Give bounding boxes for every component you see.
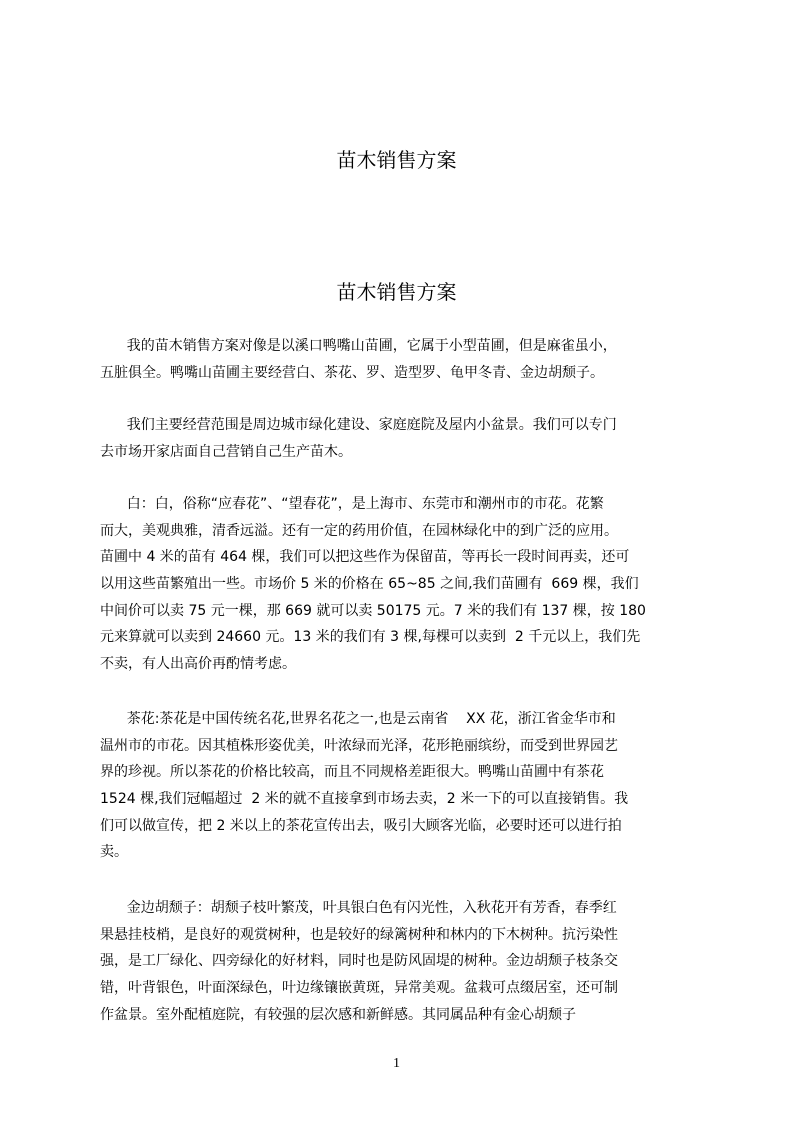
- paragraph-line: 果悬挂枝梢，是良好的观赏树种，也是较好的绿篱树种和林内的下木树种。抗污染性: [100, 926, 618, 943]
- paragraph-line: 错，叶背银色，叶面深绿色，叶边缘镶嵌黄斑，异常美观。盆栽可点缀居室，还可制: [100, 980, 618, 997]
- paragraph-line: 去市场开家店面自己营销自己生产苗木。: [100, 443, 352, 460]
- paragraph-line: 1524 棵,我们冠幅超过 2 米的就不直接拿到市场去卖，2 米一下的可以直接销售。我: [100, 791, 629, 808]
- paragraph-line: 元来算就可以卖到 24660 元。13 米的我们有 3 棵,每棵可以卖到 2 千元以上，我们先: [100, 629, 641, 646]
- page-number: 1: [393, 1056, 400, 1071]
- paragraph-line: 五脏俱全。鸭嘴山苗圃主要经营白、茶花、罗、造型罗、龟甲冬青、金边胡颓子。: [100, 364, 604, 381]
- paragraph-line: 茶花:茶花是中国传统名花,世界名花之一,也是云南省 XX 花，浙江省金华市和: [100, 711, 616, 727]
- paragraph-line: 温州市的市花。因其植株形姿优美，叶浓绿而光泽，花形艳丽缤纷，而受到世界园艺: [100, 737, 618, 754]
- paragraph-line: 白：白，俗称“应春花”、“望春花”，是上海市、东莞市和潮州市的市花。花繁: [100, 496, 604, 512]
- paragraph-elaeagnus: [100, 895, 700, 1028]
- paragraph-line: 金边胡颓子：胡颓子枝叶繁茂，叶具银白色有闪光性，入秋花开有芳香，春季红: [100, 900, 617, 916]
- paragraph-magnolia: [100, 491, 700, 678]
- paragraph-line: 卖。: [100, 844, 128, 861]
- paragraph-intro: [100, 333, 700, 386]
- paragraph-line: 界的珍视。所以茶花的价格比较高，而且不同规格差距很大。鸭嘴山苗圃中有茶花: [100, 764, 604, 781]
- document-title: 苗木销售方案: [336, 280, 457, 304]
- paragraph-line: 中间价可以卖 75 元一棵，那 669 就可以卖 50175 元。7 米的我们有 137 棵，按 180: [100, 602, 646, 619]
- paragraph-line: 以用这些苗繁殖出一些。市场价 5 米的价格在 65~85 之间,我们苗圃有 669 棵，我们: [100, 576, 639, 593]
- paragraph-line: 我们主要经营范围是周边城市绿化建设、家庭庭院及屋内小盆景。我们可以专门: [100, 417, 617, 433]
- paragraph-line: 不卖，有人出高价再酌情考虑。: [100, 656, 296, 673]
- paragraph-line: 我的苗木销售方案对像是以溪口鸭嘴山苗圃，它属于小型苗圃，但是麻雀虽小，: [100, 338, 617, 354]
- paragraph-line: 苗圃中 4 米的苗有 464 棵，我们可以把这些作为保留苗，等再长一段时间再卖，还可: [100, 549, 630, 566]
- header-title: 苗木销售方案: [336, 148, 457, 172]
- paragraph-line: 作盆景。室外配植庭院，有较强的层次感和新鲜感。其同属品种有金心胡颓子: [100, 1006, 576, 1023]
- paragraph-camellia: [100, 706, 700, 866]
- paragraph-line: 们可以做宣传，把 2 米以上的茶花宣传出去，吸引大顾客光临，必要时还可以进行拍: [100, 817, 622, 834]
- paragraph-line: 而大，美观典雅，清香远溢。还有一定的药用价值，在园林绿化中的到广泛的应用。: [100, 522, 618, 539]
- paragraph-line: 强，是工厂绿化、四旁绿化的好材料，同时也是防风固堤的树种。金边胡颓子枝条交: [100, 953, 618, 970]
- paragraph-scope: [100, 412, 700, 465]
